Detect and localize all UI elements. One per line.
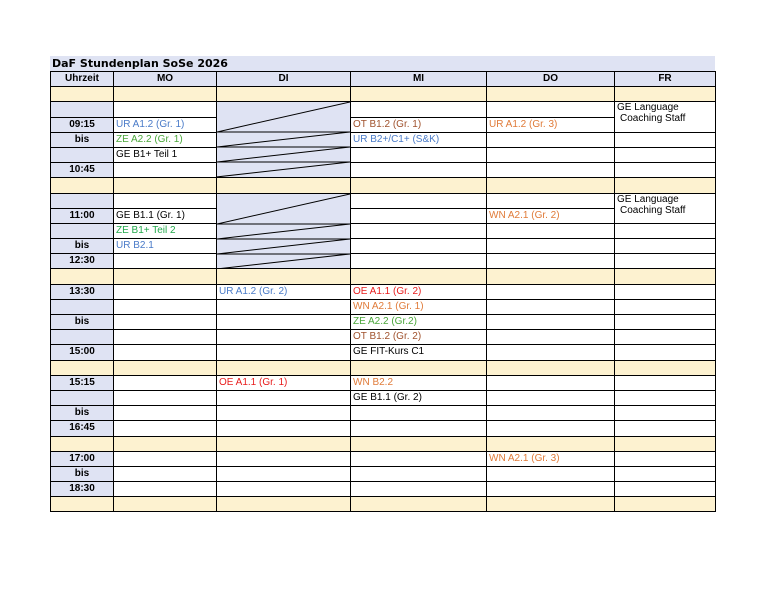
time-cell: 13:30	[51, 284, 114, 299]
fr-label-line2: Coaching Staff	[620, 113, 686, 125]
table-row	[51, 390, 716, 405]
page-title: DaF Stundenplan SoSe 2026	[50, 56, 715, 71]
course-cell: ZE B1+ Teil 2	[114, 223, 217, 238]
separator-row	[51, 497, 716, 512]
course-cell: OE A1.1 (Gr. 2)	[351, 284, 487, 299]
course-cell: OE A1.1 (Gr. 1)	[217, 375, 351, 390]
course-cell: ZE A2.2 (Gr.2)	[351, 315, 487, 330]
course-cell: GE FIT-Kurs C1	[351, 345, 487, 360]
header-mi: MI	[351, 72, 487, 87]
di-blocked-cell	[217, 193, 351, 269]
table-row	[51, 406, 716, 421]
di-blocked-cell	[217, 102, 351, 178]
course-cell: WN A2.1 (Gr. 3)	[487, 451, 615, 466]
time-cell: 15:15	[51, 375, 114, 390]
table-row	[51, 284, 716, 299]
table-row	[51, 132, 716, 147]
table-row	[51, 482, 716, 497]
timetable-sheet	[50, 56, 715, 512]
time-cell: bis	[51, 239, 114, 254]
course-cell: ZE A2.2 (Gr. 1)	[114, 132, 217, 147]
course-cell: GE B1+ Teil 1	[114, 147, 217, 162]
header-fr: FR	[615, 72, 716, 87]
course-cell: UR B2.1	[114, 239, 217, 254]
fr-label-line2: Coaching Staff	[620, 204, 686, 216]
table-row	[51, 223, 716, 238]
table-row	[51, 102, 716, 117]
course-cell: GE B1.1 (Gr. 1)	[114, 208, 217, 223]
course-cell: UR B2+/C1+ (S&K)	[351, 132, 487, 147]
table-row	[51, 421, 716, 436]
course-cell: UR A1.2 (Gr. 3)	[487, 117, 615, 132]
time-cell: 10:45	[51, 163, 114, 178]
header-do: DO	[487, 72, 615, 87]
fr-language-coaching-cell	[615, 193, 716, 223]
time-cell: 11:00	[51, 208, 114, 223]
table-row	[51, 451, 716, 466]
table-row	[51, 163, 716, 178]
separator-row	[51, 87, 716, 102]
header-time: Uhrzeit	[51, 72, 114, 87]
time-cell: bis	[51, 466, 114, 481]
course-cell: GE B1.1 (Gr. 2)	[351, 390, 487, 405]
time-cell: 17:00	[51, 451, 114, 466]
table-row	[51, 239, 716, 254]
time-cell: bis	[51, 406, 114, 421]
course-cell: WN A2.1 (Gr. 1)	[351, 299, 487, 314]
table-row	[51, 147, 716, 162]
course-cell: WN B2.2	[351, 375, 487, 390]
course-cell: UR A1.2 (Gr. 2)	[217, 284, 351, 299]
header-di: DI	[217, 72, 351, 87]
separator-row	[51, 178, 716, 193]
table-row	[51, 193, 716, 208]
table-row	[51, 345, 716, 360]
timetable	[50, 71, 716, 512]
time-cell: bis	[51, 132, 114, 147]
fr-language-coaching-cell	[615, 102, 716, 132]
time-cell: bis	[51, 315, 114, 330]
time-cell: 12:30	[51, 254, 114, 269]
table-row	[51, 254, 716, 269]
time-cell: 15:00	[51, 345, 114, 360]
header-row	[51, 72, 716, 87]
time-cell: 16:45	[51, 421, 114, 436]
di-diagonal-lines	[217, 194, 350, 269]
separator-row	[51, 269, 716, 284]
separator-row	[51, 360, 716, 375]
course-cell: OT B1.2 (Gr. 2)	[351, 330, 487, 345]
separator-row	[51, 436, 716, 451]
table-row	[51, 330, 716, 345]
header-mo: MO	[114, 72, 217, 87]
fr-label-line1: GE Language	[617, 193, 679, 205]
time-cell: 09:15	[51, 117, 114, 132]
course-cell: UR A1.2 (Gr. 1)	[114, 117, 217, 132]
course-cell: WN A2.1 (Gr. 2)	[487, 208, 615, 223]
time-cell: 18:30	[51, 482, 114, 497]
table-row	[51, 299, 716, 314]
fr-label-line1: GE Language	[617, 102, 679, 114]
table-row	[51, 315, 716, 330]
table-row	[51, 375, 716, 390]
di-diagonal-lines	[217, 102, 350, 177]
course-cell: OT B1.2 (Gr. 1)	[351, 117, 487, 132]
table-row	[51, 466, 716, 481]
